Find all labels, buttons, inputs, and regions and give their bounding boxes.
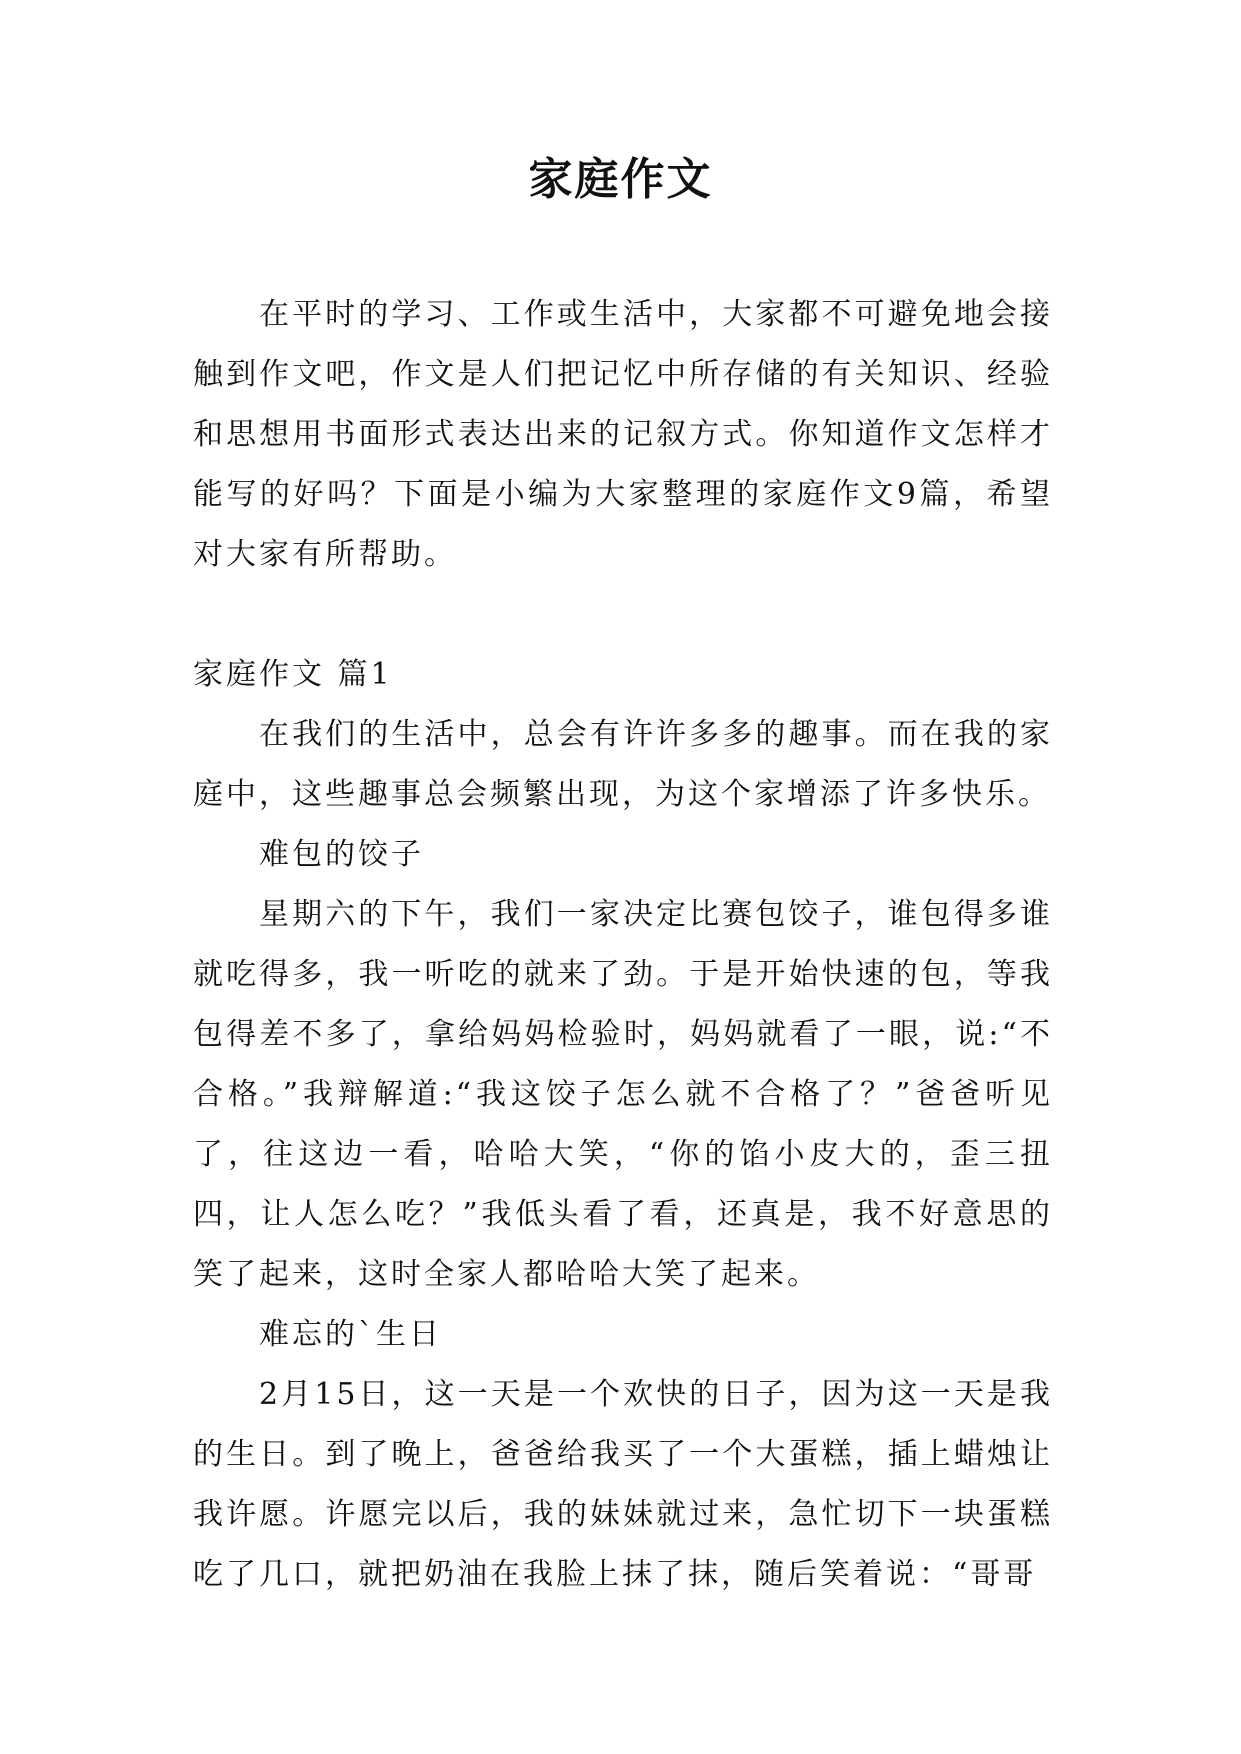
page-title: 家庭作文	[528, 154, 713, 205]
subheading: 难包的饺子	[259, 837, 424, 872]
paragraph: 2月15日，这一天是一个欢快的日子，因为这一天是我的生日。到了晚上，爸爸给我买了一个大蛋糕，插上蜡烛让我许愿。许愿完以后，我的妹妹就过来，急忙切下一块蛋糕吃了几口，就把奶油在我脸上抹了抹，随后笑着说：“哥哥	[193, 1377, 1053, 1592]
paragraph: 在我们的生活中，总会有许许多多的趣事。而在我的家庭中，这些趣事总会频繁出现，为这个家增添了许多快乐。	[193, 717, 1053, 812]
spacer	[193, 585, 1053, 645]
document-body	[193, 285, 1053, 1605]
section-heading: 家庭作文 篇1	[193, 657, 393, 692]
paragraph: 星期六的下午，我们一家决定比赛包饺子，谁包得多谁就吃得多，我一听吃的就来了劲。于是开始快速的包，等我包得差不多了，拿给妈妈检验时，妈妈就看了一眼，说:“不合格。”我辩解道:“我这饺子怎么就不合格了？”爸爸听见了，往这边一看，哈哈大笑，“你的馅小皮大的，歪三扭四，让人怎么吃？”我低头看了看，还真是，我不好意思的笑了起来，这时全家人都哈哈大笑了起来。	[193, 897, 1053, 1292]
subheading: 难忘的`生日	[259, 1317, 442, 1352]
intro-paragraph: 在平时的学习、工作或生活中，大家都不可避免地会接触到作文吧，作文是人们把记忆中所存储的有关知识、经验和思想用书面形式表达出来的记叙方式。你知道作文怎样才能写的好吗？下面是小编为大家整理的家庭作文9篇，希望对大家有所帮助。	[193, 297, 1053, 572]
